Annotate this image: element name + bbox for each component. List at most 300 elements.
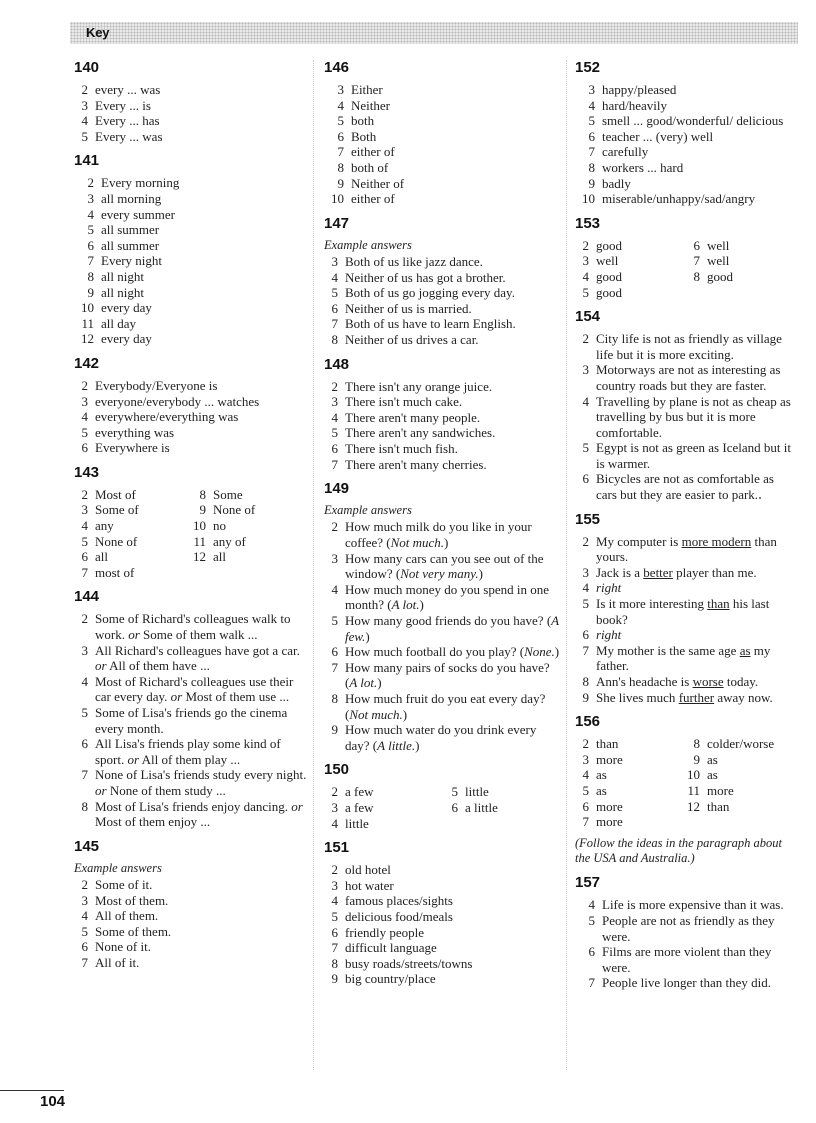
answer-text: Jack is a better player than me. [596,564,757,580]
answer-item [324,254,564,270]
answer-number: 6 [331,924,338,940]
answer-item [686,253,797,269]
answer-item [575,534,797,565]
answer-number: 3 [331,394,338,410]
answer-list [324,82,564,207]
answer-number: 7 [588,975,595,991]
answer-number: 10 [331,191,344,207]
answer-text: Neither of us is married. [345,300,472,316]
answer-number: 4 [582,268,589,284]
answer-text: old hotel [345,862,391,878]
answer-text: Every ... was [95,128,163,144]
answer-text: Both of us like jazz dance. [345,254,483,270]
header-bar [70,22,798,44]
answer-item [575,767,686,783]
answer-number: 8 [693,736,700,752]
answer-list [74,378,310,456]
answer-number: 9 [582,689,589,705]
answer-item [324,893,564,909]
answer-text: every ... was [95,82,161,97]
answer-number: 5 [331,908,338,924]
exercise-157 [575,873,797,991]
exercise-number: 151 [324,839,350,857]
answer-number: 10 [582,191,595,207]
answer-number: 3 [331,877,338,893]
exercise-number: 142 [74,354,100,372]
answer-text: workers ... hard [602,159,684,175]
answer-number: 5 [582,284,589,300]
exercise-146 [324,58,564,207]
answer-item [324,113,564,129]
answer-item [324,176,564,192]
answer-item [192,549,310,565]
answer-text: None of [213,502,256,518]
answer-item [74,191,310,207]
answer-list [74,175,310,347]
answer-item [324,379,564,395]
answer-item [575,144,797,160]
answer-text: more [596,798,623,814]
answer-item [575,176,797,192]
exercise-154 [575,307,797,503]
answer-list [324,379,564,473]
answer-item [575,269,686,285]
answer-item [324,800,444,816]
answer-number: 6 [582,627,589,643]
answer-item [324,644,564,660]
answer-item [74,285,310,301]
answer-text: Every morning [101,175,180,191]
answer-item [686,752,797,768]
answer-item [686,238,797,254]
answer-text: delicious food/meals [345,908,453,924]
answer-item [74,175,310,191]
answer-item [74,611,310,642]
answer-item [192,502,310,518]
answer-item [444,800,564,816]
answer-text: Both [351,128,377,144]
answer-list [575,331,797,503]
answer-item [324,816,444,832]
answer-number: 5 [81,705,88,720]
exercise-number: 154 [575,308,601,326]
answer-item [192,518,310,534]
answer-number: 12 [81,331,94,347]
answer-text: difficult language [345,940,437,956]
answer-item [575,814,686,830]
answer-item [575,975,797,991]
answer-text: all summer [101,222,160,238]
answer-number: 9 [87,284,94,300]
answer-item [74,565,192,581]
answer-item [74,893,310,909]
answer-text: Egypt is not as green as Iceland but it is warmer. [596,440,791,471]
answer-text: How many cars can you see out of the window? (Not very many.) [345,550,544,582]
answer-item [324,82,564,98]
answer-number: 2 [87,175,94,191]
answer-item [74,269,310,285]
answer-text: There aren't many cherries. [345,456,487,472]
answer-item [324,301,564,317]
answer-item [324,909,564,925]
column-2 [324,58,564,994]
answer-number: 4 [331,409,338,425]
answer-item [324,441,564,457]
answer-item [324,862,564,878]
answer-number: 3 [81,642,88,658]
answer-text: a few [345,784,374,800]
answer-number: 3 [582,564,589,580]
answer-item [575,129,797,145]
answer-item [324,551,564,582]
answer-text: Neither of us has got a brother. [345,269,506,285]
answer-text: more [707,782,734,798]
answer-item [575,799,686,815]
answer-text: busy roads/streets/towns [345,955,473,971]
answer-item [74,939,310,955]
answer-item [575,191,797,207]
answer-number: 2 [582,533,589,549]
answer-number: 4 [81,518,88,534]
exercise-note: Example answers [74,860,162,875]
answer-text: all summer [101,237,160,253]
answer-text: My computer is more modern than yours. [596,533,777,565]
answer-number: 3 [81,892,88,908]
answer-list [324,519,564,753]
answer-text: There aren't many people. [345,409,481,425]
answer-item [74,799,310,830]
answer-number: 3 [337,82,344,97]
answer-text: Most of them. [95,892,169,908]
answer-number: 5 [337,113,344,129]
answer-text: both of [351,159,389,175]
answer-item [74,300,310,316]
answer-item [324,270,564,286]
answer-number: 9 [331,971,338,987]
answer-text: How much fruit do you eat every day? (Not much.) [345,691,546,722]
exercise-note: (Follow the ideas in the paragraph about the USA and Australia.) [575,835,782,866]
answer-text: big country/place [345,971,436,987]
answer-item [575,913,797,944]
exercise-147 [324,214,564,348]
answer-text: Most of [95,486,136,502]
answer-number: 4 [582,580,589,596]
answer-item [74,502,192,518]
exercise-140 [74,58,310,144]
exercise-151 [324,838,564,987]
header-key-label: Key [86,25,110,40]
answer-text: There isn't much fish. [345,440,458,456]
answer-text: My mother is the same age as my father. [596,642,771,674]
answer-number: 2 [331,519,338,535]
answer-item [575,897,797,913]
answer-item [686,799,797,815]
answer-item [324,956,564,972]
answer-text: everywhere/everything was [95,409,239,425]
exercise-145 [74,837,310,971]
answer-item [74,767,310,798]
answer-number: 9 [693,751,700,767]
exercise-144 [74,587,310,829]
answer-item [575,285,686,301]
answer-number: 2 [81,486,88,502]
column-3 [575,58,797,998]
answer-text: Both of us go jogging every day. [345,285,515,301]
answer-text: colder/worse [707,736,775,752]
answer-item [575,736,686,752]
exercise-number: 144 [74,588,100,606]
answer-item [324,691,564,722]
answer-text: None of [95,533,138,549]
answer-text: Everybody/Everyone is [95,377,218,393]
answer-text: good [596,237,622,253]
answer-text: All of them. [95,908,159,924]
answer-item [74,705,310,736]
answer-number: 6 [451,799,458,815]
answer-text: Most of Richard's colleagues use their car every day. or Most of them use ... [95,673,294,705]
answer-number: 11 [193,533,206,549]
answer-text: happy/pleased [602,82,677,97]
answer-text: good [596,268,622,284]
answer-item [324,191,564,207]
answer-text: Everywhere is [95,440,170,456]
answer-text: None of it. [95,939,151,955]
answer-text: Either [351,82,383,97]
answer-item [74,440,310,456]
answer-number: 12 [687,798,700,814]
answer-number: 2 [582,331,589,347]
answer-text: People are not as friendly as they were. [602,912,775,944]
answer-number: 5 [331,285,338,301]
answer-text: She lives much further away now. [596,689,773,705]
answer-number: 6 [81,440,88,456]
answer-item [686,767,797,783]
answer-item [74,222,310,238]
answer-item [686,269,797,285]
answer-number: 5 [81,128,88,144]
answer-number: 4 [582,393,589,409]
answer-item [575,440,797,471]
answer-number: 11 [81,315,94,331]
answer-item [324,878,564,894]
answer-number: 5 [582,782,589,798]
answer-item [74,908,310,924]
answer-text: There aren't any sandwiches. [345,425,496,441]
answer-text: There isn't any orange juice. [345,378,493,394]
answer-list [74,611,310,829]
exercise-143 [74,463,310,581]
answer-text: Bicycles are not as comfortable as cars but they are easier to park. [596,471,774,503]
exercise-number: 148 [324,355,350,373]
answer-text: either of [351,191,395,207]
answer-number: 5 [81,533,88,549]
answer-number: 8 [693,268,700,284]
answer-item [324,925,564,941]
answer-text: How many pairs of socks do you have? (A lot.) [345,659,550,691]
answer-item [324,613,564,644]
exercise-number: 143 [74,463,100,481]
answer-text: everything was [95,424,175,440]
answer-number: 4 [81,409,88,425]
answer-item [74,877,310,893]
answer-number: 5 [588,912,595,928]
answer-text: Every ... has [95,113,160,129]
answer-text: all day [101,315,137,331]
page-number: 104 [40,1093,66,1110]
answer-item [324,285,564,301]
answer-number: 2 [81,82,88,97]
answer-number: 5 [588,113,595,129]
answer-text: City life is not as friendly as village life but it is more exciting. [596,331,782,362]
answer-number: 8 [331,691,338,706]
answer-text: all night [101,268,144,284]
answer-item [324,784,444,800]
answer-number: 2 [331,784,338,800]
answer-item [74,955,310,971]
answer-text: either of [351,144,395,160]
answer-number: 10 [81,300,94,316]
answer-item [74,253,310,269]
answer-item [324,144,564,160]
answer-text: hot water [345,877,394,893]
answer-number: 8 [582,674,589,689]
exercise-number: 155 [575,510,601,528]
answer-item [74,487,192,503]
answer-list [575,238,797,300]
exercise-141 [74,151,310,347]
answer-item [74,82,310,98]
answer-text: Some of [95,502,139,518]
answer-text: badly [602,175,631,191]
answer-item [324,129,564,145]
answer-item [74,238,310,254]
answer-item [324,722,564,753]
exercise-155 [575,510,797,706]
answer-item [575,565,797,581]
answer-list [324,862,564,987]
answer-number: 8 [337,159,344,175]
answer-number: 4 [331,581,338,597]
answer-text: than [707,798,730,814]
answer-text: as [596,782,607,798]
answer-item [575,690,797,706]
answer-text: How much milk do you like in your coffee? (Not much.) [345,519,532,551]
answer-item [575,253,686,269]
answer-list [575,736,797,830]
answer-number: 7 [588,144,595,160]
answer-text: both [351,113,375,129]
answer-item [74,378,310,394]
answer-item [74,409,310,425]
answer-item [575,394,797,441]
answer-item [686,783,797,799]
answer-text: hard/heavily [602,97,667,113]
answer-number: 7 [81,564,88,580]
column-1 [74,58,310,978]
answer-text: good [596,284,622,300]
answer-number: 7 [582,642,589,658]
answer-text: teacher ... (very) well [602,128,714,144]
exercise-149 [324,479,564,753]
answer-number: 6 [81,736,88,752]
answer-text: How much money do you spend in one month? (A lot.) [345,581,550,613]
answer-number: 7 [331,316,338,332]
answer-item [444,784,564,800]
answer-number: 8 [331,332,338,348]
answer-text: all [213,549,226,565]
answer-item [324,160,564,176]
answer-number: 4 [588,97,595,113]
answer-text: Motorways are not as interesting as country roads but they are faster. [596,362,781,393]
answer-item [192,534,310,550]
answer-text: Most of Lisa's friends enjoy dancing. or Most of them enjoy ... [95,798,303,830]
answer-number: 10 [193,518,206,534]
answer-item [74,736,310,767]
answer-item [324,98,564,114]
exercise-142 [74,354,310,456]
answer-text: Travelling by plane is not as cheap as travelling by bus but it is more comfortable. [596,393,791,440]
answer-number: 6 [81,939,88,955]
answer-item [74,518,192,534]
answer-text: Neither [351,97,390,113]
answer-text: a little [465,799,498,815]
exercise-148 [324,355,564,473]
answer-text: a few [345,799,374,815]
answer-text: than [596,736,619,752]
answer-text: carefully [602,144,649,160]
answer-text: well [596,253,619,269]
answer-number: 6 [337,128,344,144]
answer-number: 6 [693,237,700,253]
answer-text: Neither of us drives a car. [345,332,479,348]
answer-item [575,98,797,114]
answer-number: 4 [81,908,88,924]
answer-item [324,332,564,348]
answer-text: How much water do you drink every day? (A little.) [345,722,537,753]
answer-number: 9 [337,175,344,191]
answer-number: 8 [87,268,94,284]
answer-item [324,425,564,441]
answer-text: How much football do you play? (None.) [345,644,560,660]
answer-item [74,331,310,347]
answer-item [74,98,310,114]
answer-item [575,627,797,643]
answer-text: None of Lisa's friends study every night. or None of them study ... [95,767,307,798]
answer-number: 6 [331,440,338,456]
answer-number: 8 [81,798,88,814]
answer-item [192,487,310,503]
answer-text: There isn't much cake. [345,394,463,410]
answer-number: 8 [199,486,206,502]
answer-text: friendly people [345,924,425,940]
answer-number: 6 [331,300,338,316]
answer-number: 8 [588,159,595,175]
answer-number: 3 [81,97,88,113]
answer-text: Some of Lisa's friends go the cinema every month. [95,705,288,736]
exercise-number: 145 [74,837,100,855]
answer-text: every day [101,331,152,347]
answer-number: 4 [81,113,88,129]
answer-text: any of [213,533,246,549]
answer-number: 5 [81,923,88,939]
answer-text: little [465,784,489,800]
answer-item [575,580,797,596]
exercise-number: 153 [575,214,601,232]
answer-number: 6 [582,471,589,487]
answer-number: 3 [588,82,595,97]
answer-item [575,331,797,362]
answer-item [575,471,797,502]
